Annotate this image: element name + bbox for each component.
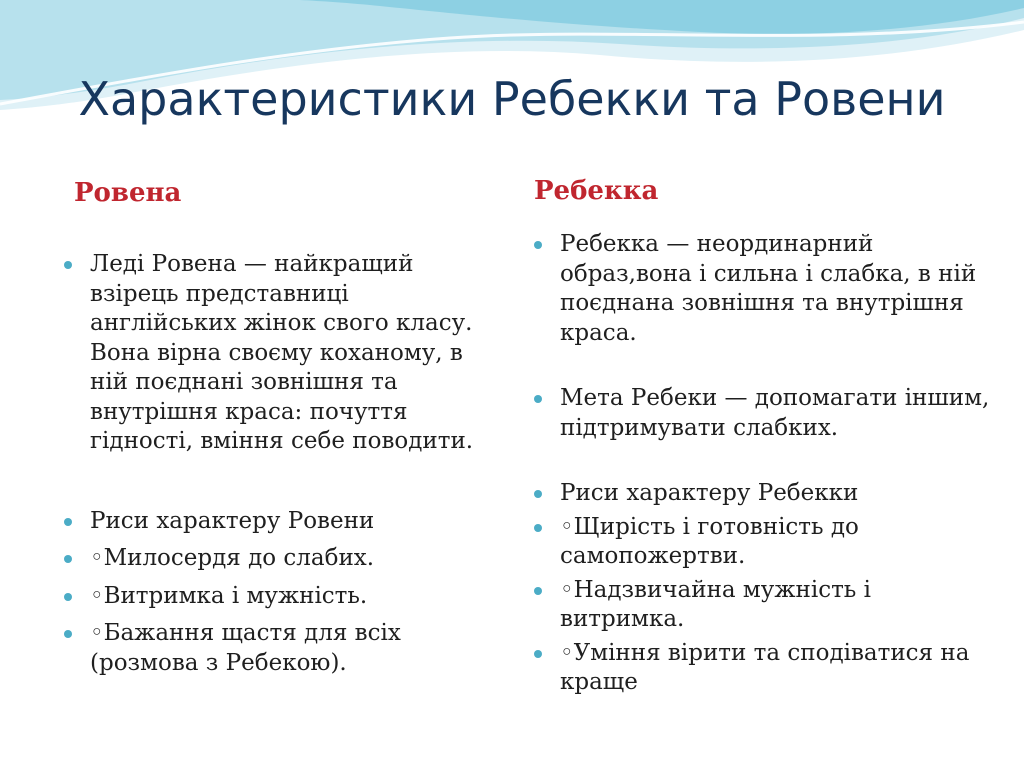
bullet-item [62, 619, 502, 678]
column-rebecca [532, 176, 992, 698]
slide-title: Характеристики Ребекки та Ровени [78, 72, 946, 126]
bullet-text: Мета Ребеки — допомагати іншим, підтримувати слабких. [560, 385, 990, 441]
bullet-dot-icon [534, 650, 542, 658]
bullet-text: ◦Витримка і мужність. [90, 582, 368, 609]
bullet-text: Леді Ровена — найкращий взірець представниці англійських жінок свого класу. Вона вірна своєму коханому, в ній поєднані зовнішня та внутрішня краса: почуття гідності, вміння себе поводити. [90, 251, 474, 454]
column-rowena [62, 178, 502, 678]
bullet-text: ◦Милосердя до слабих. [90, 545, 375, 571]
bullet-text: Риси характеру Ровени [90, 507, 375, 534]
bullet-text: ◦Надзвичайна мужність і витримка. [560, 576, 871, 632]
bullet-dot-icon [64, 630, 72, 638]
bullet-item [62, 507, 502, 537]
bullet-dot-icon [534, 395, 542, 403]
column-heading-rebecca: Ребекка [534, 176, 659, 206]
bullet-item [532, 479, 992, 509]
bullet-item [532, 384, 992, 443]
bullet-dot-icon [64, 518, 72, 526]
bullet-item [532, 513, 992, 572]
bullet-dot-icon [64, 261, 72, 269]
bullet-text: ◦Уміння вірити та сподіватися на краще [560, 639, 970, 695]
bullet-item [532, 230, 992, 348]
bullet-dot-icon [64, 593, 72, 601]
bullet-list-rowena [62, 250, 502, 678]
bullet-item [62, 250, 502, 457]
column-heading-rowena: Ровена [74, 178, 182, 208]
bullet-dot-icon [534, 241, 542, 249]
bullet-item [532, 576, 992, 635]
bullet-text: Ребекка — неординарний образ,вона і сильна і слабка, в ній поєднана зовнішня та внутрішня краса. [560, 231, 977, 346]
bullet-dot-icon [534, 587, 542, 595]
bullet-item [62, 544, 502, 574]
bullet-text: ◦Щирість і готовність до самопожертви. [560, 513, 859, 569]
bullet-item [62, 582, 502, 612]
bullet-dot-icon [534, 524, 542, 532]
bullet-text: Риси характеру Ребекки [560, 480, 859, 506]
bullet-list-rebecca [532, 230, 992, 698]
bullet-text: ◦Бажання щастя для всіх (розмова з Ребекою). [90, 620, 401, 676]
bullet-dot-icon [534, 490, 542, 498]
bullet-item [532, 639, 992, 698]
bullet-dot-icon [64, 555, 72, 563]
